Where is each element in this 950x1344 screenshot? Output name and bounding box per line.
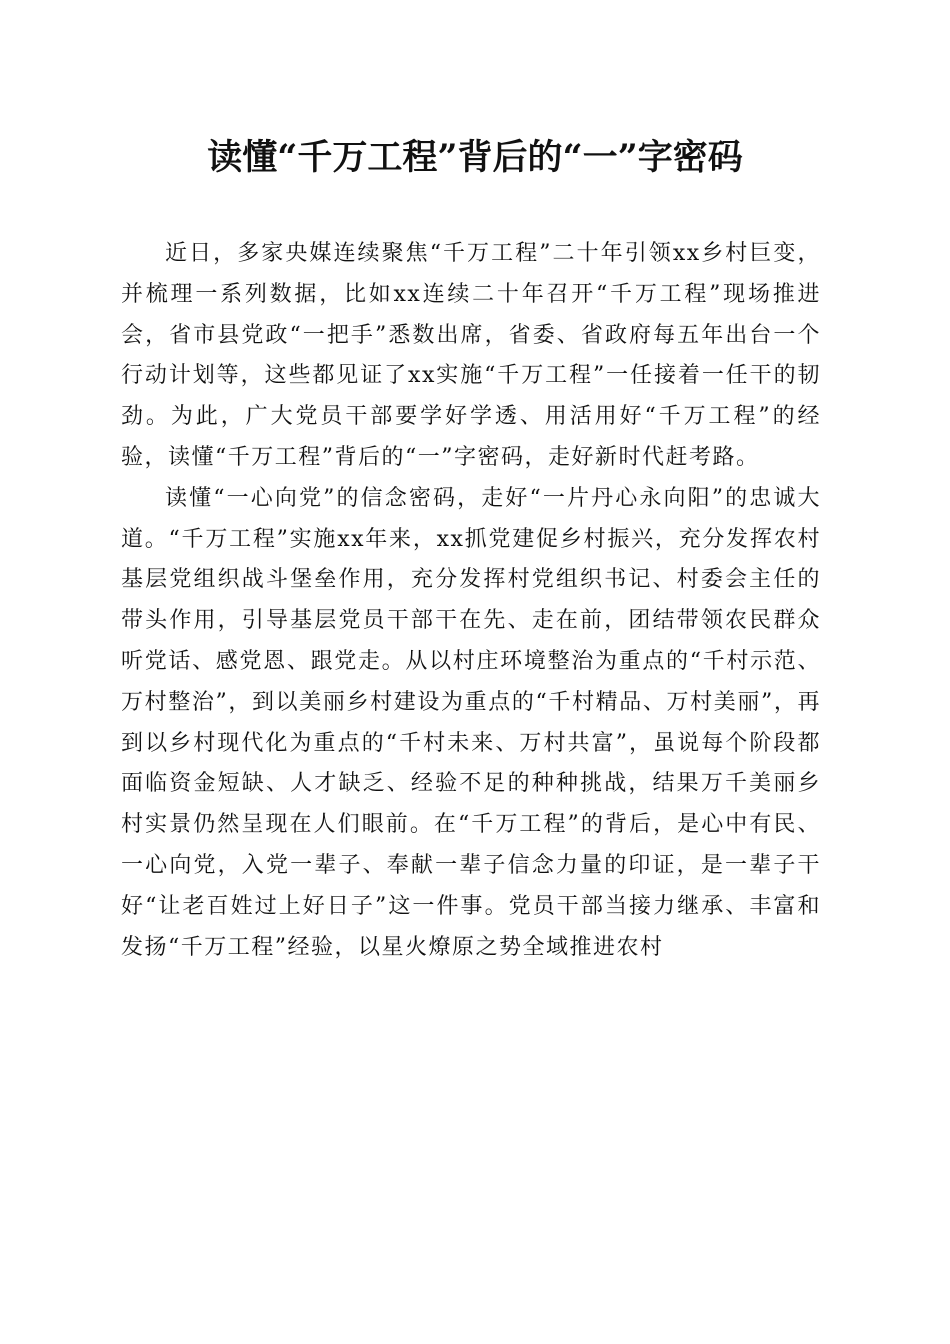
document-title: 读懂“千万工程”背后的“一”字密码 [207,137,743,178]
paragraph-1: 近日，多家央媒连续聚焦“千万工程”二十年引领xx乡村巨变，并梳理一系列数据，比如xx连续二十年召开“千万工程”现场推进会，省市县党政“一把手”悉数出席，省委、省政府每五年出台一个行动计划等，这些都见证了xx实施“千万工程”一任接着一任干的韧劲。为此，广大党员干部要学好学透、用活用好“千万工程”的经验，读懂“千万工程”背后的“一”字密码，走好新时代赶考路。 [121,241,821,470]
document-body [121,234,821,968]
paragraph-2: 读懂“一心向党”的信念密码，走好“一片丹心永向阳”的忠诚大道。“千万工程”实施xx年来，xx抓党建促乡村振兴，充分发挥农村基层党组织战斗堡垒作用，充分发挥村党组织书记、村委会主任的带头作用，引导基层党员干部干在先、走在前，团结带领农民群众听党话、感党恩、跟党走。从以村庄环境整治为重点的“千村示范、万村整治”，到以美丽乡村建设为重点的“千村精品、万村美丽”，再到以乡村现代化为重点的“千村未来、万村共富”，虽说每个阶段都面临资金短缺、人才缺乏、经验不足的种种挑战，结果万千美丽乡村实景仍然呈现在人们眼前。在“千万工程”的背后，是心中有民、一心向党，入党一辈子、奉献一辈子信念力量的印证，是一辈子干好“让老百姓过上好日子”这一件事。党员干部当接力继承、丰富和发扬“千万工程”经验，以星火燎原之势全域推进农村 [121,485,821,960]
